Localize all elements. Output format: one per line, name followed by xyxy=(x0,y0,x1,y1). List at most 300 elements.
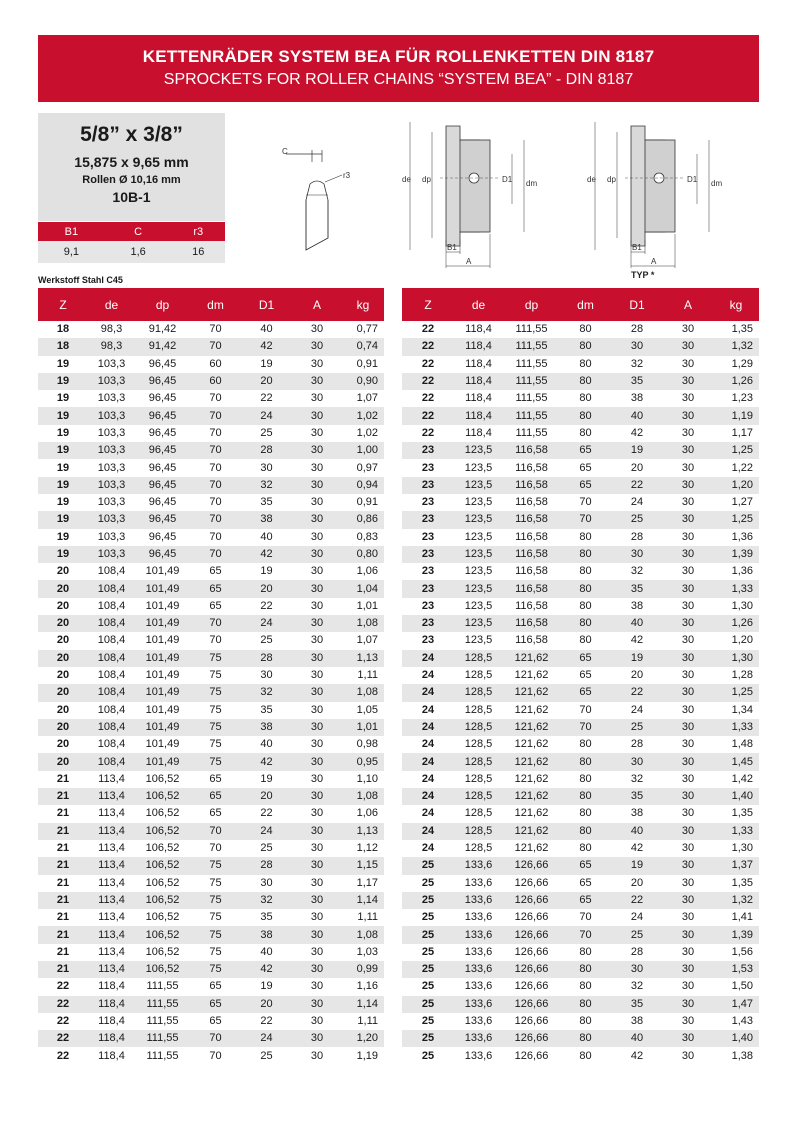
table-row xyxy=(402,494,759,511)
cell-de: 108,4 xyxy=(97,738,126,751)
cell-de: 113,4 xyxy=(88,961,135,978)
cell-dm: 80 xyxy=(560,615,611,632)
cell-kg: 0,80 xyxy=(342,546,384,563)
cell-z: 18 xyxy=(56,323,70,336)
cell-a: 30 xyxy=(292,546,342,563)
cell-dp: 121,62 xyxy=(503,788,560,805)
cell-dp: 116,58 xyxy=(503,511,560,528)
cell-dm: 65 xyxy=(560,892,611,909)
cell-a: 30 xyxy=(310,911,324,924)
cell-dm: 65 xyxy=(560,857,611,874)
cell-dp: 126,66 xyxy=(503,961,560,978)
cell-dp: 126,66 xyxy=(514,876,549,889)
cell-de: 118,4 xyxy=(454,407,503,424)
cell-a: 30 xyxy=(663,788,713,805)
table-row xyxy=(402,961,759,978)
cell-kg: 1,19 xyxy=(713,407,759,424)
profile-header-c: C xyxy=(105,222,172,241)
cell-kg: 0,95 xyxy=(342,753,384,770)
cell-d1: 30 xyxy=(260,461,273,474)
cell-dm: 75 xyxy=(209,738,222,751)
cell-z: 21 xyxy=(38,961,88,978)
cell-de: 123,5 xyxy=(454,477,503,494)
cell-a: 30 xyxy=(292,1030,342,1047)
cell-kg: 1,00 xyxy=(342,442,384,459)
header-dp: dp xyxy=(135,288,190,321)
cell-de: 103,3 xyxy=(88,442,135,459)
cell-dp: 121,62 xyxy=(514,772,549,785)
cell-d1: 28 xyxy=(630,945,644,958)
table-row xyxy=(402,632,759,649)
table-row xyxy=(402,390,759,407)
cell-z: 21 xyxy=(56,876,70,889)
cell-d1: 40 xyxy=(260,323,273,336)
cell-kg: 1,06 xyxy=(356,807,378,820)
cell-z: 24 xyxy=(402,823,454,840)
cell-de: 128,5 xyxy=(454,753,503,770)
cell-z: 24 xyxy=(402,719,454,736)
cell-a: 30 xyxy=(310,1015,324,1028)
cell-dm: 65 xyxy=(190,580,241,597)
cell-z: 20 xyxy=(56,599,70,612)
cell-z: 19 xyxy=(56,461,70,474)
cell-kg: 1,05 xyxy=(356,703,378,716)
cell-a: 30 xyxy=(292,684,342,701)
cell-d1: 19 xyxy=(260,980,273,993)
table-row xyxy=(38,1047,384,1064)
cell-kg: 1,19 xyxy=(356,1049,378,1062)
cell-de: 133,6 xyxy=(464,980,493,993)
cell-de: 128,5 xyxy=(454,823,503,840)
cell-z: 20 xyxy=(38,650,88,667)
cell-dm: 70 xyxy=(579,496,592,509)
cell-de: 123,5 xyxy=(454,615,503,632)
cell-z: 21 xyxy=(38,788,88,805)
cell-de: 113,4 xyxy=(98,807,125,820)
cell-z: 23 xyxy=(402,615,454,632)
cell-dm: 75 xyxy=(190,961,241,978)
cell-dp: 96,45 xyxy=(135,511,190,528)
cell-dm: 70 xyxy=(190,477,241,494)
b1-label-2: B1 xyxy=(632,243,642,252)
cell-d1: 22 xyxy=(611,892,663,909)
cell-z: 20 xyxy=(56,565,70,578)
cell-kg: 1,08 xyxy=(342,788,384,805)
cell-dm: 80 xyxy=(579,1049,592,1062)
cell-de: 133,6 xyxy=(464,945,493,958)
cell-dp: 126,66 xyxy=(514,1049,549,1062)
cell-dp: 96,45 xyxy=(135,477,190,494)
cell-a: 30 xyxy=(310,1049,324,1062)
cell-dp: 101,49 xyxy=(135,615,190,632)
cell-dp: 121,62 xyxy=(503,719,560,736)
cell-d1: 38 xyxy=(241,926,292,943)
cell-d1: 35 xyxy=(260,911,273,924)
cell-kg: 1,11 xyxy=(357,1015,378,1028)
cell-dp: 121,62 xyxy=(503,753,560,770)
header-de: de xyxy=(454,288,503,321)
cell-dm: 75 xyxy=(190,753,241,770)
cell-a: 30 xyxy=(292,338,342,355)
cell-kg: 1,08 xyxy=(342,615,384,632)
cell-kg: 1,33 xyxy=(713,823,759,840)
table-row xyxy=(402,857,759,874)
title-german: KETTENRÄDER SYSTEM BEA FÜR ROLLENKETTEN DIN 8187 xyxy=(142,47,655,66)
cell-a: 30 xyxy=(681,426,695,439)
cell-dp: 121,62 xyxy=(514,842,549,855)
cell-kg: 1,11 xyxy=(357,669,378,682)
cell-kg: 1,34 xyxy=(731,703,753,716)
cell-de: 98,3 xyxy=(100,323,123,336)
cell-d1: 38 xyxy=(241,511,292,528)
cell-d1: 25 xyxy=(260,1049,273,1062)
cell-z: 23 xyxy=(402,511,454,528)
cell-de: 123,5 xyxy=(454,580,503,597)
cell-de: 133,6 xyxy=(454,961,503,978)
table-row xyxy=(402,771,759,788)
table-row xyxy=(38,580,384,597)
cell-a: 30 xyxy=(310,980,324,993)
cell-dp: 111,55 xyxy=(515,323,548,336)
cell-d1: 30 xyxy=(611,338,663,355)
cell-kg: 1,14 xyxy=(342,996,384,1013)
cell-d1: 22 xyxy=(260,807,273,820)
cell-kg: 1,08 xyxy=(342,684,384,701)
d1-label: D1 xyxy=(502,175,513,184)
cell-de: 133,6 xyxy=(454,996,503,1013)
cell-de: 123,5 xyxy=(464,530,493,543)
cell-z: 22 xyxy=(421,392,435,405)
cell-de: 98,3 xyxy=(88,338,135,355)
cell-kg: 1,40 xyxy=(713,1030,759,1047)
table-row xyxy=(38,823,384,840)
cell-de: 108,4 xyxy=(88,719,135,736)
cell-dm: 70 xyxy=(209,426,222,439)
header-z: Z xyxy=(402,288,454,321)
cell-dp: 111,55 xyxy=(135,996,190,1013)
cell-kg: 0,91 xyxy=(356,496,378,509)
cell-de: 113,4 xyxy=(98,772,125,785)
table-row xyxy=(38,494,384,511)
cell-dm: 70 xyxy=(209,842,222,855)
cell-dp: 116,58 xyxy=(515,496,548,509)
cell-dm: 70 xyxy=(190,615,241,632)
dm-label: dm xyxy=(526,179,538,188)
cell-d1: 32 xyxy=(630,772,644,785)
cell-a: 30 xyxy=(681,911,695,924)
cell-dp: 106,52 xyxy=(135,788,190,805)
cell-de: 108,4 xyxy=(88,580,135,597)
cell-dm: 65 xyxy=(560,442,611,459)
table-row xyxy=(402,892,759,909)
cell-dp: 96,45 xyxy=(148,461,177,474)
cell-a: 30 xyxy=(310,357,324,370)
cell-dp: 121,62 xyxy=(514,669,549,682)
cell-d1: 22 xyxy=(260,1015,273,1028)
cell-dp: 111,55 xyxy=(503,338,560,355)
cell-z: 20 xyxy=(38,684,88,701)
cell-kg: 1,35 xyxy=(731,876,753,889)
cell-dp: 116,58 xyxy=(503,615,560,632)
cell-dp: 96,45 xyxy=(148,530,177,543)
table-row xyxy=(402,840,759,857)
table-row xyxy=(38,684,384,701)
table-row xyxy=(38,338,384,355)
cell-dp: 106,52 xyxy=(135,926,190,943)
cell-kg: 1,25 xyxy=(713,684,759,701)
cell-kg: 1,10 xyxy=(356,772,378,785)
cell-z: 23 xyxy=(402,477,454,494)
table-row xyxy=(402,996,759,1013)
cell-dm: 80 xyxy=(579,426,592,439)
cell-dp: 126,66 xyxy=(514,945,549,958)
cell-de: 113,4 xyxy=(88,892,135,909)
cell-z: 22 xyxy=(402,338,454,355)
cell-dp: 111,55 xyxy=(503,373,560,390)
cell-de: 133,6 xyxy=(454,926,503,943)
cell-z: 25 xyxy=(402,1030,454,1047)
cell-de: 113,4 xyxy=(88,857,135,874)
cell-a: 30 xyxy=(663,373,713,390)
table-row xyxy=(38,356,384,373)
cell-de: 118,4 xyxy=(465,357,492,370)
cell-a: 30 xyxy=(292,650,342,667)
cell-de: 103,3 xyxy=(97,392,126,405)
table-row xyxy=(402,425,759,442)
cell-d1: 20 xyxy=(630,876,644,889)
cell-a: 30 xyxy=(292,373,342,390)
table-row xyxy=(38,996,384,1013)
cell-dm: 80 xyxy=(560,753,611,770)
cell-z: 23 xyxy=(421,565,435,578)
cell-dm: 60 xyxy=(209,357,222,370)
cell-z: 19 xyxy=(38,407,88,424)
cell-de: 128,5 xyxy=(464,703,493,716)
cell-dp: 126,66 xyxy=(503,857,560,874)
cell-kg: 1,39 xyxy=(713,546,759,563)
cell-kg: 1,11 xyxy=(357,911,378,924)
cell-z: 21 xyxy=(38,892,88,909)
cell-a: 30 xyxy=(292,892,342,909)
cell-dm: 70 xyxy=(190,546,241,563)
typ-label: TYP * xyxy=(631,270,655,280)
cell-dp: 111,55 xyxy=(135,1030,190,1047)
cell-de: 128,5 xyxy=(464,772,493,785)
table-row xyxy=(402,598,759,615)
cell-dm: 80 xyxy=(579,357,592,370)
cell-de: 123,5 xyxy=(454,546,503,563)
cell-kg: 1,35 xyxy=(731,807,753,820)
cell-dp: 126,66 xyxy=(514,911,549,924)
cell-dp: 96,45 xyxy=(135,546,190,563)
cell-z: 22 xyxy=(38,996,88,1013)
cell-d1: 32 xyxy=(241,684,292,701)
cell-dm: 60 xyxy=(190,373,241,390)
table-row xyxy=(402,684,759,701)
cell-dp: 101,49 xyxy=(145,634,180,647)
cell-de: 118,4 xyxy=(98,1049,125,1062)
cell-dp: 96,45 xyxy=(148,496,177,509)
cell-a: 30 xyxy=(292,719,342,736)
cell-kg: 1,07 xyxy=(356,634,378,647)
header-dm: dm xyxy=(190,288,241,321)
cell-kg: 1,17 xyxy=(731,426,753,439)
table-row xyxy=(38,944,384,961)
table-row xyxy=(402,719,759,736)
table-row xyxy=(402,529,759,546)
table-row xyxy=(38,650,384,667)
cell-z: 23 xyxy=(402,546,454,563)
cell-kg: 1,13 xyxy=(342,823,384,840)
cell-dp: 126,66 xyxy=(503,996,560,1013)
cell-dp: 111,55 xyxy=(146,1015,179,1028)
cell-dp: 116,58 xyxy=(503,546,560,563)
cell-a: 30 xyxy=(310,945,324,958)
cell-d1: 24 xyxy=(241,407,292,424)
cell-de: 113,4 xyxy=(88,788,135,805)
table-row xyxy=(38,875,384,892)
cell-z: 22 xyxy=(421,323,435,336)
cell-dm: 80 xyxy=(560,788,611,805)
table-row xyxy=(38,753,384,770)
cell-a: 30 xyxy=(663,615,713,632)
table-row xyxy=(402,650,759,667)
cell-dp: 106,52 xyxy=(145,945,180,958)
cell-kg: 1,38 xyxy=(731,1049,753,1062)
cell-z: 24 xyxy=(421,772,435,785)
cell-a: 30 xyxy=(663,477,713,494)
cell-z: 24 xyxy=(402,684,454,701)
cell-dp: 126,66 xyxy=(514,1015,549,1028)
cell-dm: 70 xyxy=(579,911,592,924)
cell-de: 133,6 xyxy=(464,911,493,924)
dp-label: dp xyxy=(422,175,431,184)
cell-d1: 35 xyxy=(611,996,663,1013)
cell-de: 118,4 xyxy=(88,996,135,1013)
table-row xyxy=(402,788,759,805)
cell-kg: 1,33 xyxy=(713,580,759,597)
cell-kg: 1,50 xyxy=(731,980,753,993)
cell-dp: 106,52 xyxy=(145,842,180,855)
cell-z: 22 xyxy=(421,426,435,439)
cell-dm: 65 xyxy=(190,996,241,1013)
cell-a: 30 xyxy=(681,703,695,716)
cell-dp: 126,66 xyxy=(503,892,560,909)
r3-label: r3 xyxy=(343,171,351,180)
cell-dm: 80 xyxy=(579,807,592,820)
cell-dp: 106,52 xyxy=(135,823,190,840)
cell-dp: 121,62 xyxy=(503,650,560,667)
table-row xyxy=(402,736,759,753)
cell-dm: 75 xyxy=(209,945,222,958)
cell-d1: 19 xyxy=(260,565,273,578)
cell-z: 25 xyxy=(421,911,435,924)
cell-a: 30 xyxy=(663,753,713,770)
cell-dm: 80 xyxy=(560,823,611,840)
table-row xyxy=(402,1030,759,1047)
cell-z: 22 xyxy=(56,1049,70,1062)
cell-dm: 75 xyxy=(190,892,241,909)
cell-a: 30 xyxy=(681,1015,695,1028)
table-row xyxy=(402,667,759,684)
table-row xyxy=(402,407,759,424)
cell-dm: 70 xyxy=(209,323,222,336)
cell-a: 30 xyxy=(681,945,695,958)
cell-z: 23 xyxy=(402,442,454,459)
cell-z: 22 xyxy=(402,407,454,424)
table-row xyxy=(38,857,384,874)
cell-z: 24 xyxy=(421,669,435,682)
cell-dm: 70 xyxy=(190,511,241,528)
cell-de: 103,3 xyxy=(88,407,135,424)
cell-de: 108,4 xyxy=(97,634,126,647)
cell-kg: 1,47 xyxy=(713,996,759,1013)
header-kg: kg xyxy=(713,288,759,321)
cell-d1: 35 xyxy=(611,373,663,390)
cell-a: 30 xyxy=(663,546,713,563)
cell-dm: 65 xyxy=(579,876,592,889)
cell-d1: 30 xyxy=(260,876,273,889)
cell-kg: 1,26 xyxy=(713,373,759,390)
cell-dp: 101,49 xyxy=(135,719,190,736)
cell-d1: 42 xyxy=(630,1049,644,1062)
profile-header-b1: B1 xyxy=(38,222,105,241)
cell-dm: 75 xyxy=(209,876,222,889)
cell-z: 20 xyxy=(38,580,88,597)
cell-kg: 1,01 xyxy=(356,599,378,612)
cell-dm: 70 xyxy=(209,461,222,474)
cell-dp: 111,55 xyxy=(515,426,548,439)
header-z: Z xyxy=(38,288,88,321)
cell-d1: 35 xyxy=(260,496,273,509)
table-row xyxy=(38,390,384,407)
cell-a: 30 xyxy=(663,580,713,597)
cell-dm: 65 xyxy=(209,1015,222,1028)
a-label-2: A xyxy=(651,257,657,266)
cell-a: 30 xyxy=(663,823,713,840)
cell-de: 118,4 xyxy=(98,980,125,993)
cell-dp: 116,58 xyxy=(515,634,548,647)
cell-d1: 19 xyxy=(260,772,273,785)
cell-z: 23 xyxy=(421,634,435,647)
cell-d1: 42 xyxy=(241,753,292,770)
cell-d1: 40 xyxy=(611,615,663,632)
cell-dm: 65 xyxy=(209,599,222,612)
cell-d1: 20 xyxy=(630,669,644,682)
cell-dm: 65 xyxy=(560,477,611,494)
header-kg: kg xyxy=(342,288,384,321)
tooth-profile-diagram xyxy=(276,140,366,255)
cell-kg: 1,27 xyxy=(731,496,753,509)
cell-a: 30 xyxy=(292,580,342,597)
table-header-row xyxy=(402,288,759,321)
cell-z: 25 xyxy=(421,945,435,958)
cell-a: 30 xyxy=(292,407,342,424)
cell-a: 30 xyxy=(681,323,695,336)
cell-d1: 40 xyxy=(260,945,273,958)
cell-dm: 70 xyxy=(560,926,611,943)
cell-dp: 121,62 xyxy=(514,807,549,820)
cell-a: 30 xyxy=(681,599,695,612)
cell-d1: 24 xyxy=(630,496,644,509)
table-row xyxy=(38,442,384,459)
cell-dm: 80 xyxy=(579,945,592,958)
cell-kg: 1,15 xyxy=(342,857,384,874)
cell-z: 19 xyxy=(38,373,88,390)
cell-kg: 0,97 xyxy=(356,461,378,474)
cell-a: 30 xyxy=(663,1030,713,1047)
cell-dm: 65 xyxy=(209,565,222,578)
